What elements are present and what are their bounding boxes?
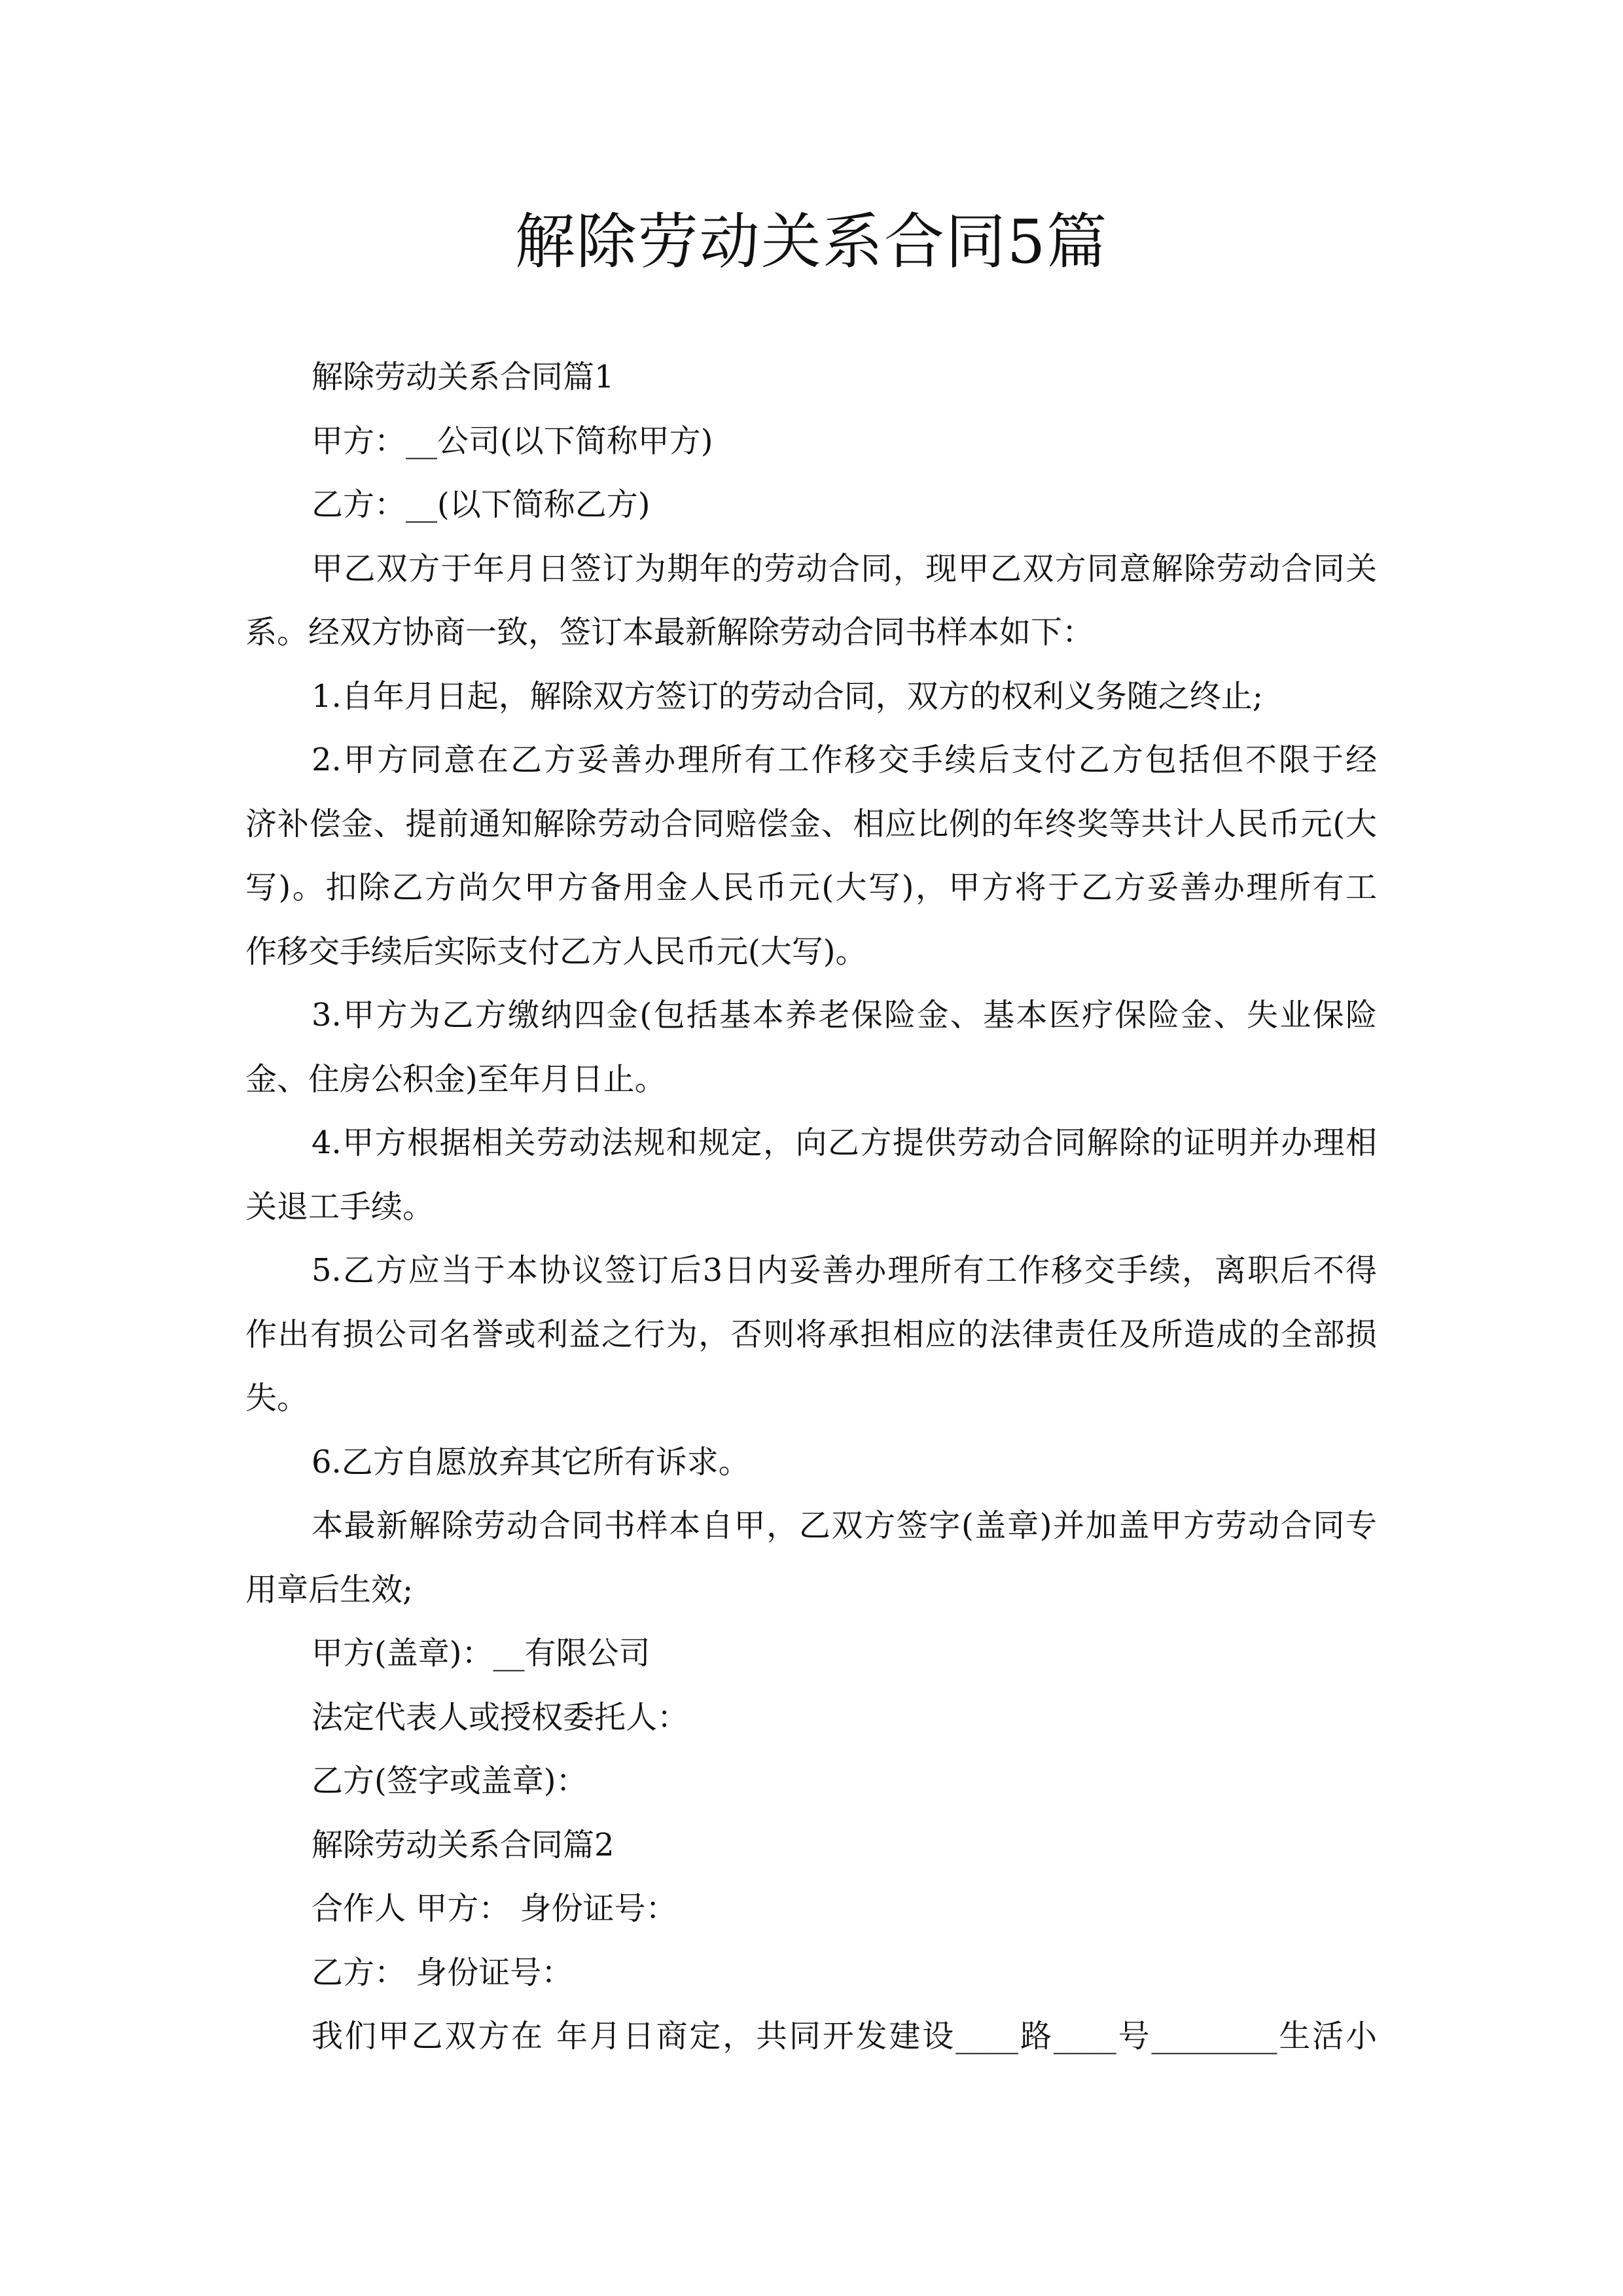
text-line: 甲乙双方于年月日签订为期年的劳动合同，现甲乙双方同意解除劳动合同关	[312, 550, 1377, 587]
text-line: 2.甲方同意在乙方妥善办理所有工作移交手续后支付乙方包括但不限于经	[312, 742, 1377, 778]
text-line: 乙方(签字或盖章)：	[312, 1763, 588, 1799]
text-line: 乙方：__(以下简称乙方)	[312, 486, 651, 523]
text-line: 用章后生效;	[245, 1571, 414, 1608]
text-line: 作移交手续后实际支付乙方人民币元(大写)。	[245, 933, 867, 970]
text-line: 乙方： 身份证号：	[312, 1954, 573, 1991]
text-line: 5.乙方应当于本协议签订后3日内妥善办理所有工作移交手续，离职后不得	[312, 1252, 1377, 1289]
text-line: 解除劳动关系合同篇2	[312, 1826, 615, 1863]
text-line: 我们甲乙双方在 年月日商定，共同开发建设____路____号________生活小	[312, 2018, 1377, 2054]
text-line: 金、住房公积金)至年月日止。	[245, 1060, 666, 1098]
text-line: 法定代表人或授权委托人：	[312, 1698, 689, 1736]
text-line: 系。经双方协商一致，签订本最新解除劳动合同书样本如下：	[245, 614, 1094, 651]
document-body	[245, 346, 1377, 2069]
text-line: 失。	[245, 1380, 309, 1416]
text-line: 关退工手续。	[245, 1188, 435, 1225]
text-line: 济补偿金、提前通知解除劳动合同赔偿金、相应比例的年终奖等共计人民币元(大	[245, 805, 1377, 842]
text-line: 3.甲方为乙方缴纳四金(包括基本养老保险金、基本医疗保险金、失业保险	[312, 997, 1377, 1033]
text-line: 本最新解除劳动合同书样本自甲，乙双方签字(盖章)并加盖甲方劳动合同专	[312, 1507, 1377, 1544]
document-title: 解除劳动关系合同5篇	[514, 207, 1109, 277]
text-line: 6.乙方自愿放弃其它所有诉求。	[312, 1443, 750, 1480]
text-line: 1.自年月日起，解除双方签订的劳动合同，双方的权利义务随之终止;	[312, 677, 1263, 715]
text-line: 作出有损公司名誉或利益之行为，否则将承担相应的法律责任及所造成的全部损	[245, 1316, 1377, 1353]
text-line: 写)。扣除乙方尚欠甲方备用金人民币元(大写)，甲方将于乙方妥善办理所有工	[245, 869, 1377, 906]
text-line: 解除劳动关系合同篇1	[312, 359, 615, 395]
text-line: 合作人 甲方： 身份证号：	[312, 1890, 677, 1927]
text-line: 甲方：__公司(以下简称甲方)	[312, 422, 713, 459]
text-line: 甲方(盖章)：__有限公司	[312, 1635, 651, 1672]
text-line: 4.甲方根据相关劳动法规和规定，向乙方提供劳动合同解除的证明并办理相	[312, 1124, 1377, 1161]
